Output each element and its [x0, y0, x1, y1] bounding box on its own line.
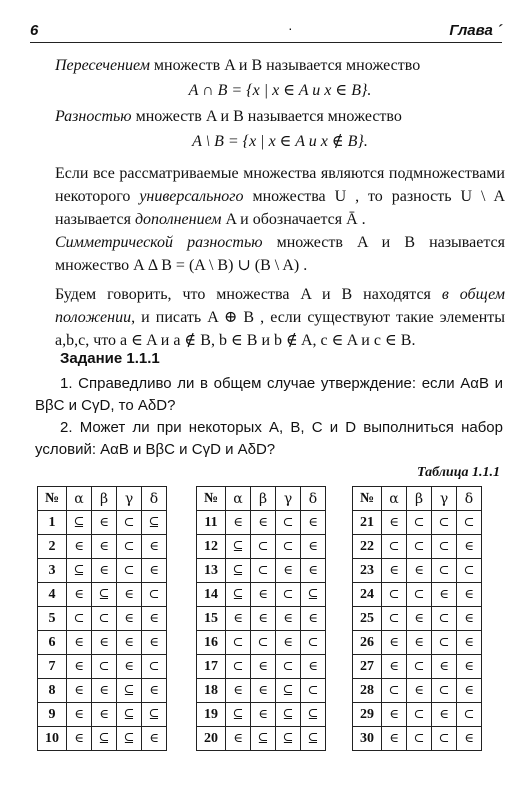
relation-cell: ∈: [407, 607, 432, 631]
table-row: [197, 679, 326, 703]
table-row: [197, 583, 326, 607]
relation-cell: ∈: [382, 703, 407, 727]
header-gamma: γ: [276, 487, 301, 511]
relation-cell: ⊂: [226, 631, 251, 655]
relation-cell: ∈: [226, 679, 251, 703]
general-text-2: , и писать A ⊕ B , если существуют такие элементы a,b,c, что a ∈ A и a ∉ B, b ∈ B и b ∉ A, c ∈ A и c ∈ B.: [55, 309, 505, 349]
difference-formula: A \ B = {x | x ∈ A и x ∉ B}.: [192, 133, 368, 150]
row-number-cell: 18: [197, 679, 226, 703]
header-number: №: [38, 487, 67, 511]
symdiff-paragraph: [55, 231, 505, 277]
relation-cell: ⊂: [457, 703, 482, 727]
relation-cell: ⊂: [117, 535, 142, 559]
row-number-cell: 28: [353, 679, 382, 703]
relation-cell: ∈: [457, 631, 482, 655]
relation-cell: ∈: [276, 631, 301, 655]
table-row: [38, 679, 167, 703]
relation-cell: ∈: [301, 535, 326, 559]
complement-term: дополнением: [134, 211, 222, 228]
task-questions: [35, 373, 503, 461]
table-row: [197, 607, 326, 631]
relation-cell: ⊂: [457, 559, 482, 583]
table-caption: Таблица 1.1.1: [417, 465, 500, 480]
table-row: [197, 631, 326, 655]
relation-cell: ⊂: [382, 607, 407, 631]
relation-cell: ⊆: [142, 703, 167, 727]
relation-cell: ⊆: [226, 559, 251, 583]
row-number-cell: 5: [38, 607, 67, 631]
universal-text-3: A и обозначается Ā .: [221, 211, 366, 228]
row-number-cell: 27: [353, 655, 382, 679]
relation-cell: ∈: [301, 511, 326, 535]
relation-cell: ∈: [92, 559, 117, 583]
relation-cell: ∈: [301, 559, 326, 583]
relation-cell: ∈: [407, 631, 432, 655]
universal-text-2: множества U , то разность U \ A называется: [55, 188, 506, 228]
table-row: [353, 655, 482, 679]
relation-cell: ∈: [457, 535, 482, 559]
relation-cell: ∈: [67, 535, 92, 559]
row-number-cell: 29: [353, 703, 382, 727]
relation-cell: ⊆: [67, 559, 92, 583]
relation-cell: ⊂: [407, 655, 432, 679]
symdiff-text: множеств A и B называется множество A Δ B = (A \ B) ∪ (B \ A) .: [55, 234, 505, 274]
row-number-cell: 12: [197, 535, 226, 559]
relation-cell: ∈: [142, 535, 167, 559]
table-row: [197, 703, 326, 727]
relation-cell: ⊂: [251, 535, 276, 559]
table-row: [353, 679, 482, 703]
symdiff-term: Симметрической разностью: [55, 234, 263, 251]
relation-cell: ∈: [251, 511, 276, 535]
relation-cell: ∈: [92, 631, 117, 655]
relation-cell: ∈: [226, 607, 251, 631]
table-row: [197, 655, 326, 679]
relation-cell: ⊂: [276, 655, 301, 679]
relation-cell: ⊂: [67, 607, 92, 631]
relation-cell: ⊂: [382, 583, 407, 607]
relation-table-1: [37, 486, 167, 751]
relation-cell: ∈: [251, 607, 276, 631]
relation-cell: ∈: [117, 631, 142, 655]
task-question-1: 1. Справедливо ли в общем случае утверждение: если AαB и BβC и CγD, то AδD?: [35, 375, 503, 414]
relation-cell: ⊂: [142, 583, 167, 607]
intersection-definition: [55, 54, 505, 77]
relation-cell: ⊂: [251, 631, 276, 655]
relation-cell: ∈: [251, 703, 276, 727]
relation-cell: ∈: [432, 655, 457, 679]
relation-cell: ∈: [251, 583, 276, 607]
difference-text: множеств A и B называется множество: [131, 108, 402, 125]
header-gamma: γ: [117, 487, 142, 511]
relation-cell: ∈: [407, 559, 432, 583]
relation-cell: ⊆: [92, 727, 117, 751]
relation-cell: ⊂: [276, 535, 301, 559]
row-number-cell: 16: [197, 631, 226, 655]
task-title: Задание 1.1.1: [60, 350, 160, 367]
row-number-cell: 4: [38, 583, 67, 607]
table-row: [353, 631, 482, 655]
row-number-cell: 14: [197, 583, 226, 607]
relation-cell: ∈: [67, 631, 92, 655]
relation-cell: ⊂: [301, 631, 326, 655]
row-number-cell: 3: [38, 559, 67, 583]
header-number: №: [353, 487, 382, 511]
relation-cell: ⊂: [226, 655, 251, 679]
header-beta: β: [92, 487, 117, 511]
relation-cell: ⊂: [92, 655, 117, 679]
header-delta: δ: [301, 487, 326, 511]
header-number: №: [197, 487, 226, 511]
relation-cell: ⊂: [117, 559, 142, 583]
relation-cell: ∈: [301, 607, 326, 631]
relation-cell: ∈: [432, 583, 457, 607]
general-position-paragraph: [55, 283, 505, 352]
header-alpha: α: [382, 487, 407, 511]
relation-cell: ⊂: [432, 559, 457, 583]
relation-cell: ⊂: [432, 607, 457, 631]
relation-cell: ⊆: [301, 727, 326, 751]
row-number-cell: 24: [353, 583, 382, 607]
relation-cell: ∈: [432, 703, 457, 727]
header-alpha: α: [226, 487, 251, 511]
general-term: в общем положении: [55, 286, 505, 326]
row-number-cell: 8: [38, 679, 67, 703]
relation-cell: ∈: [67, 679, 92, 703]
relation-cell: ∈: [226, 727, 251, 751]
header-delta: δ: [142, 487, 167, 511]
relation-cell: ⊆: [276, 703, 301, 727]
relation-cell: ∈: [142, 631, 167, 655]
relation-cell: ⊂: [432, 511, 457, 535]
row-number-cell: 15: [197, 607, 226, 631]
header-beta: β: [251, 487, 276, 511]
relation-cell: ∈: [251, 655, 276, 679]
relation-cell: ⊂: [251, 559, 276, 583]
relation-cell: ∈: [407, 679, 432, 703]
table-row: [197, 727, 326, 751]
relation-cell: ⊆: [142, 511, 167, 535]
table-row: [197, 535, 326, 559]
table-row: [38, 559, 167, 583]
relation-cell: ∈: [382, 655, 407, 679]
universal-text-1: Если все рассматриваемые множества являются подмножествами некоторого: [55, 165, 505, 205]
row-number-cell: 19: [197, 703, 226, 727]
relation-cell: ∈: [67, 703, 92, 727]
intersection-formula: A ∩ B = {x | x ∈ A и x ∈ B}.: [188, 82, 372, 99]
relation-cell: ∈: [92, 703, 117, 727]
table-row: [38, 703, 167, 727]
header-beta: β: [407, 487, 432, 511]
intersection-text: множеств A и B называется множество: [149, 57, 421, 74]
relation-cell: ⊂: [432, 535, 457, 559]
relation-cell: ∈: [276, 607, 301, 631]
relation-cell: ⊂: [407, 511, 432, 535]
relation-cell: ⊂: [301, 679, 326, 703]
relation-cell: ⊂: [382, 535, 407, 559]
general-text-1: Будем говорить, что множества A и B находятся: [55, 286, 442, 303]
relation-cell: ∈: [92, 535, 117, 559]
table-row: [38, 607, 167, 631]
row-number-cell: 26: [353, 631, 382, 655]
relation-cell: ∈: [382, 727, 407, 751]
row-number-cell: 23: [353, 559, 382, 583]
relation-cell: ⊂: [432, 679, 457, 703]
table-row: [38, 535, 167, 559]
relation-cell: ∈: [117, 583, 142, 607]
table-row: [38, 655, 167, 679]
relation-cell: ∈: [142, 679, 167, 703]
page-number: 6: [30, 22, 39, 39]
relation-cell: ∈: [142, 559, 167, 583]
table-row: [38, 583, 167, 607]
table-row: [38, 631, 167, 655]
row-number-cell: 21: [353, 511, 382, 535]
relation-cell: ⊂: [92, 607, 117, 631]
row-number-cell: 11: [197, 511, 226, 535]
row-number-cell: 9: [38, 703, 67, 727]
relation-cell: ⊆: [301, 583, 326, 607]
row-number-cell: 22: [353, 535, 382, 559]
relation-table-3: [352, 486, 482, 751]
relation-cell: ⊂: [407, 535, 432, 559]
relation-cell: ∈: [67, 655, 92, 679]
table-row: [353, 511, 482, 535]
relation-cell: ∈: [226, 511, 251, 535]
table-row: [353, 535, 482, 559]
row-number-cell: 30: [353, 727, 382, 751]
relation-cell: ⊆: [276, 679, 301, 703]
definitions-block: [55, 54, 505, 352]
relation-cell: ⊂: [276, 511, 301, 535]
relation-cell: ∈: [457, 607, 482, 631]
relation-cell: ∈: [92, 511, 117, 535]
table-row: [197, 559, 326, 583]
task-question-2: 2. Может ли при некоторых A, B, C и D выполниться набор условий: AαB и BβC и CγD и AδD?: [35, 419, 503, 458]
relation-cell: ∈: [457, 655, 482, 679]
header-gamma: γ: [432, 487, 457, 511]
relation-cell: ∈: [301, 655, 326, 679]
universal-term: универсального: [139, 188, 244, 205]
relation-cell: ⊆: [92, 583, 117, 607]
relation-cell: ∈: [117, 607, 142, 631]
table-row: [353, 559, 482, 583]
difference-term: Разностью: [55, 108, 132, 125]
relation-cell: ∈: [251, 679, 276, 703]
intersection-term: Пересечением: [55, 57, 150, 74]
relation-cell: ⊂: [432, 631, 457, 655]
relation-cell: ⊆: [226, 703, 251, 727]
relation-cell: ⊆: [251, 727, 276, 751]
table-row: [353, 727, 482, 751]
table-row: [353, 607, 482, 631]
relation-cell: ⊂: [432, 727, 457, 751]
relation-cell: ⊂: [382, 679, 407, 703]
relation-table-2: [196, 486, 326, 751]
row-number-cell: 17: [197, 655, 226, 679]
universal-paragraph: [55, 162, 505, 231]
relation-cell: ⊆: [226, 535, 251, 559]
relation-cell: ⊂: [457, 511, 482, 535]
header-dot: ·: [288, 20, 293, 36]
relation-cell: ∈: [457, 727, 482, 751]
row-number-cell: 20: [197, 727, 226, 751]
relation-cell: ∈: [117, 655, 142, 679]
relation-cell: ⊂: [142, 655, 167, 679]
relation-cell: ∈: [276, 559, 301, 583]
relation-cell: ⊂: [407, 703, 432, 727]
relation-cell: ∈: [142, 727, 167, 751]
relation-cell: ⊂: [407, 727, 432, 751]
row-number-cell: 13: [197, 559, 226, 583]
relation-cell: ⊂: [117, 511, 142, 535]
row-number-cell: 6: [38, 631, 67, 655]
table-row: [197, 511, 326, 535]
table-row: [353, 703, 482, 727]
page-header: [30, 20, 502, 43]
row-number-cell: 1: [38, 511, 67, 535]
row-number-cell: 10: [38, 727, 67, 751]
row-number-cell: 25: [353, 607, 382, 631]
relation-cell: ∈: [67, 583, 92, 607]
row-number-cell: 7: [38, 655, 67, 679]
relation-cell: ∈: [67, 727, 92, 751]
relation-cell: ⊂: [407, 583, 432, 607]
relation-cell: ⊆: [276, 727, 301, 751]
table-row: [38, 511, 167, 535]
relation-cell: ⊆: [67, 511, 92, 535]
relation-cell: ∈: [382, 559, 407, 583]
table-row: [353, 583, 482, 607]
table-row: [38, 727, 167, 751]
relation-cell: ⊆: [117, 703, 142, 727]
relation-cell: ⊆: [301, 703, 326, 727]
header-delta: δ: [457, 487, 482, 511]
difference-definition: [55, 105, 505, 128]
relation-cell: ⊆: [226, 583, 251, 607]
relation-cell: ⊆: [117, 727, 142, 751]
relation-cell: ∈: [457, 583, 482, 607]
header-alpha: α: [67, 487, 92, 511]
relation-cell: ∈: [92, 679, 117, 703]
relation-cell: ⊂: [276, 583, 301, 607]
relation-cell: ∈: [382, 631, 407, 655]
relation-cell: ∈: [457, 679, 482, 703]
relation-cell: ∈: [382, 511, 407, 535]
relation-cell: ⊆: [117, 679, 142, 703]
row-number-cell: 2: [38, 535, 67, 559]
relation-cell: ∈: [142, 607, 167, 631]
chapter-label: Глава ´: [449, 22, 502, 39]
